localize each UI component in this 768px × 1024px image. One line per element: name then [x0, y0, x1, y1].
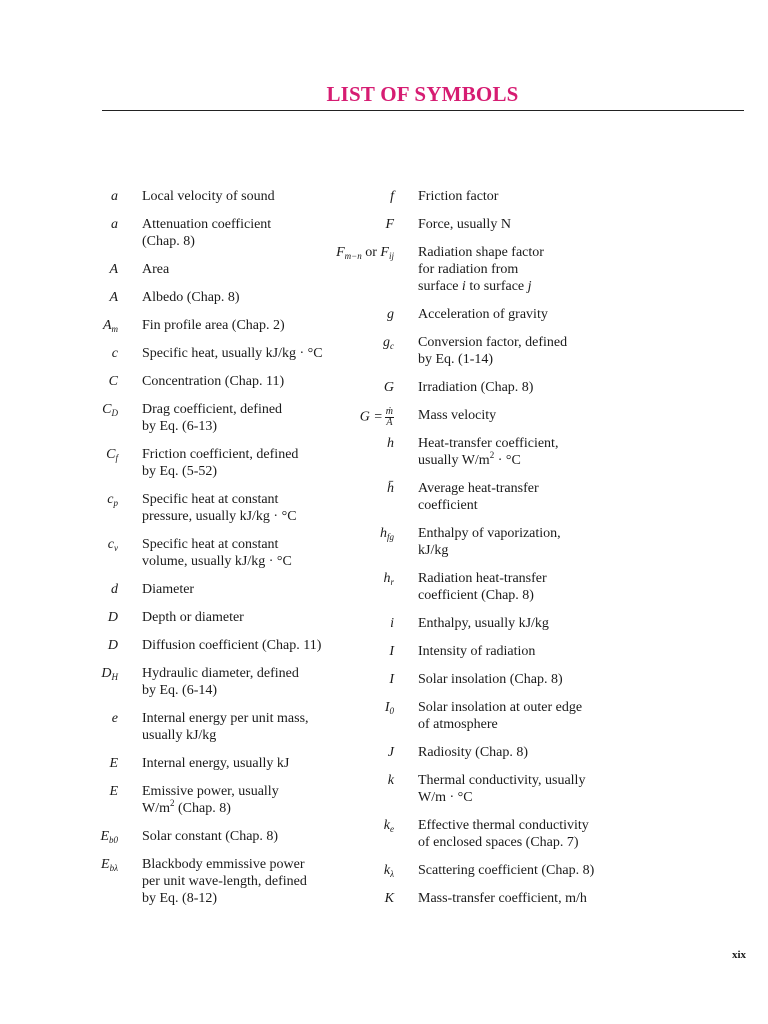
symbol-entry	[312, 772, 732, 806]
symbol-description: Radiosity (Chap. 8)	[418, 745, 529, 760]
symbol: $I_0$	[384, 700, 394, 716]
symbol-description: Conversion factor, defined by Eq. (1-14)	[418, 335, 568, 367]
symbol-entry	[312, 525, 732, 559]
symbol: $c_p$	[107, 492, 118, 508]
symbol-description: Effective thermal conductivity of enclosed spaces (Chap. 7)	[418, 818, 589, 850]
symbol: $D_H$	[101, 666, 118, 682]
symbol-description: Concentration (Chap. 11)	[142, 374, 285, 389]
symbol: d	[111, 582, 118, 597]
symbol-description: Diffusion coefficient (Chap. 11)	[142, 638, 322, 653]
symbol: D	[107, 638, 118, 653]
symbol-description: Mass velocity	[418, 408, 497, 423]
symbol-description: Solar insolation (Chap. 8)	[418, 672, 563, 687]
symbol-description: Mass-transfer coefficient, m/h	[418, 891, 587, 906]
symbol-description: Internal energy, usually kJ	[142, 756, 290, 771]
symbol-description: Friction factor	[418, 189, 499, 204]
symbol: $c_v$	[107, 537, 118, 553]
symbol-description: Friction coefficient, defined by Eq. (5-52)	[142, 447, 299, 479]
symbol: K	[384, 891, 394, 906]
title-rule	[102, 110, 744, 111]
symbol: E	[109, 784, 118, 799]
symbol-entry	[312, 699, 732, 733]
symbol-entry	[312, 435, 732, 469]
symbol-description: Blackbody emmissive power per unit wave-length, defined by Eq. (8-12)	[142, 857, 307, 906]
symbol-description: Specific heat at constant pressure, usually kJ/kg · °C	[142, 492, 297, 524]
symbol-entry	[312, 862, 732, 879]
symbol: c	[111, 346, 118, 361]
symbol-description: Emissive power, usually $W/m^2$ (Chap. 8)	[142, 784, 279, 816]
symbol-description: Fin profile area (Chap. 2)	[142, 318, 285, 333]
symbol: $h_r$	[383, 571, 394, 587]
symbol-entry	[312, 216, 732, 233]
symbol: $k_e$	[383, 818, 394, 834]
symbol: $E_{b0}$	[100, 829, 118, 845]
symbol-description: Enthalpy of vaporization, kJ/kg	[418, 526, 561, 558]
symbol: $k_\lambda$	[383, 863, 394, 879]
symbol: $h_{fg}$	[379, 526, 394, 542]
symbol-entry	[312, 570, 732, 604]
symbol-description: Attenuation coefficient (Chap. 8)	[142, 217, 272, 249]
symbol: $F_{m-n}$ or $F_{ij}$	[336, 245, 394, 261]
symbol-entry	[312, 480, 732, 514]
symbol-description: Albedo (Chap. 8)	[142, 290, 240, 305]
symbol-entry	[312, 744, 732, 761]
symbol-description: Force, usually N	[418, 217, 511, 232]
symbol-entry	[312, 407, 732, 428]
symbol-entry	[312, 334, 732, 368]
symbol: $E_{b\lambda}$	[101, 857, 118, 873]
symbol: g	[387, 307, 394, 322]
symbol-description: Scattering coefficient (Chap. 8)	[418, 863, 595, 878]
symbol-entry	[312, 615, 732, 632]
page-number: xix	[731, 949, 746, 961]
symbol-entry	[312, 244, 732, 295]
symbol-description: Irradiation (Chap. 8)	[418, 380, 534, 395]
symbol-description: Drag coefficient, defined by Eq. (6-13)	[142, 402, 283, 434]
symbol: $C_f$	[106, 447, 118, 463]
symbol-description: Area	[142, 262, 170, 277]
symbol-entry	[312, 188, 732, 205]
symbol-description: Average heat-transfer coefficient	[418, 481, 539, 513]
symbol-description: Hydraulic diameter, defined by Eq. (6-14)	[142, 666, 299, 698]
symbol-description: Solar constant (Chap. 8)	[142, 829, 279, 844]
symbol-entry	[312, 643, 732, 660]
symbol-description: Intensity of radiation	[418, 644, 536, 659]
symbol: $g_c$	[383, 335, 394, 351]
symbol-description: Local velocity of sound	[142, 189, 275, 204]
symbol: $A_m$	[102, 318, 118, 334]
symbol: e	[111, 711, 118, 726]
symbol: a	[111, 217, 118, 232]
symbol-description: Internal energy per unit mass, usually kJ/kg	[142, 711, 309, 743]
symbol: A	[109, 262, 118, 277]
symbol-description: Specific heat, usually kJ/kg · °C	[142, 346, 323, 361]
symbol-description: Heat-transfer coefficient, usually $W/m^2 \cdot ^\circ C$	[418, 436, 559, 468]
symbol: E	[109, 756, 118, 771]
symbol: h	[387, 436, 394, 451]
symbol-entry	[312, 817, 732, 851]
symbol: h̄	[387, 481, 394, 496]
page-title: LIST OF SYMBOLS	[326, 82, 519, 106]
symbol: I	[389, 644, 394, 659]
symbol-description: Enthalpy, usually kJ/kg	[418, 616, 549, 631]
symbol: D	[107, 610, 118, 625]
symbol-entry	[312, 306, 732, 323]
symbol-description: Radiation heat-transfer coefficient (Chap. 8)	[418, 571, 547, 603]
symbol-description: Thermal conductivity, usually W/m · °C	[418, 773, 586, 805]
symbol: $C_D$	[102, 402, 118, 418]
symbol: A	[109, 290, 118, 305]
symbol: J	[387, 745, 394, 760]
symbol-description: Specific heat at constant volume, usually kJ/kg · °C	[142, 537, 292, 569]
symbol-description: Radiation shape factor for radiation from surface i to surface j	[418, 245, 544, 294]
symbol: G = $\frac{\text{ṁ}}{A}$	[359, 406, 393, 428]
symbol: F	[385, 217, 394, 232]
symbol-entry	[312, 890, 732, 907]
symbol: i	[390, 616, 394, 631]
symbol: a	[111, 189, 118, 204]
symbol-entry	[312, 379, 732, 396]
symbol-description: Acceleration of gravity	[418, 307, 548, 322]
symbol: I	[389, 672, 394, 687]
symbol: C	[108, 374, 118, 389]
symbol: G	[383, 380, 394, 395]
symbol-description: Diameter	[142, 582, 195, 597]
symbol: k	[387, 773, 394, 788]
symbol: f	[390, 189, 394, 204]
symbol-entry	[312, 671, 732, 688]
symbol-description: Depth or diameter	[142, 610, 244, 625]
symbol-description: Solar insolation at outer edge of atmosphere	[418, 700, 583, 732]
